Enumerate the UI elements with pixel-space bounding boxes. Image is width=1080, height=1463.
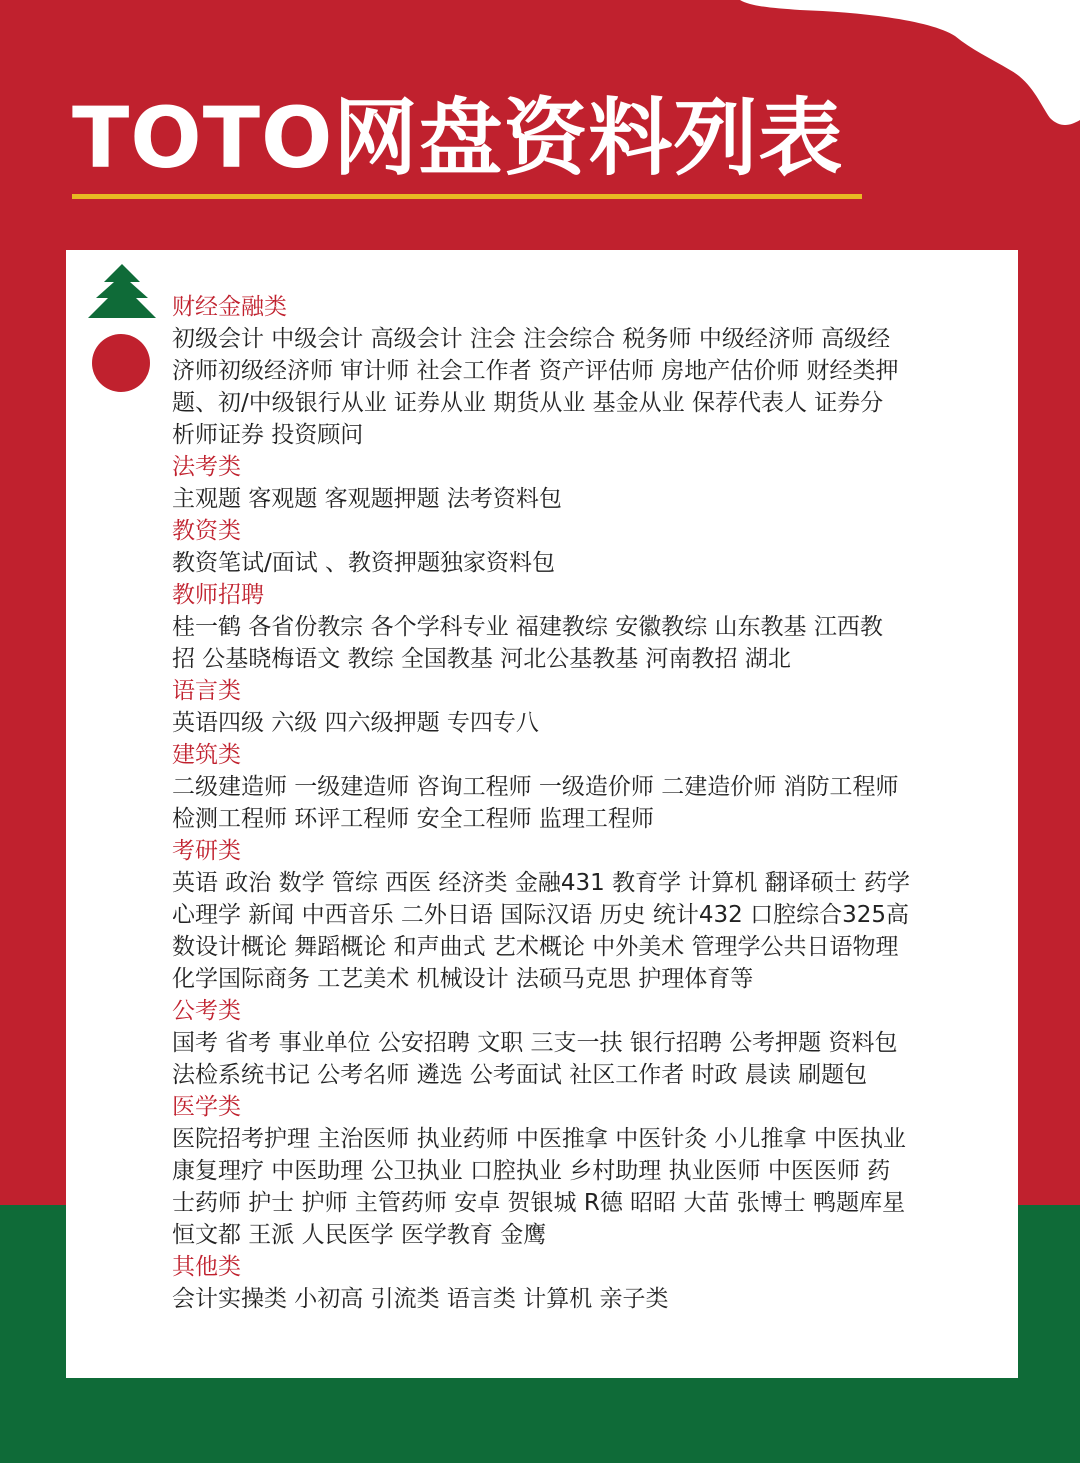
section-finance: [172, 291, 962, 451]
section-title: 教资类: [172, 518, 241, 544]
section-body: 教资笔试/面试 、教资押题独家资料包: [172, 550, 556, 576]
resource-list: [172, 291, 962, 1315]
section-body: 主观题 客观题 客观题押题 法考资料包: [172, 486, 562, 512]
red-ornament-icon: [92, 334, 150, 392]
section-teacher-cert: [172, 515, 962, 579]
section-title: 公考类: [172, 998, 241, 1024]
section-law: [172, 451, 962, 515]
section-title: 考研类: [172, 838, 241, 864]
title-underline: [72, 194, 862, 199]
section-body: 医院招考护理 主治医师 执业药师 中医推拿 中医针灸 小儿推拿 中医执业 康复理疗 中医助理 公卫执业 口腔执业 乡村助理 执业医师 中医医师 药 士药师 护士 护师 主管药师 安卓 贺银城 R德 昭昭 大苗 张博士 鸭题库星 恒文都 王派 人民医学 医学教育 金鹰: [172, 1126, 906, 1248]
christmas-tree-icon: [84, 264, 160, 322]
section-title: 其他类: [172, 1254, 241, 1280]
section-body: 初级会计 中级会计 高级会计 注会 注会综合 税务师 中级经济师 高级经 济师初级经济师 审计师 社会工作者 资产评估师 房地产估价师 财经类押 题、初/中级银行从业 证券从业 期货从业 基金从业 保荐代表人 证券分 析师证券 投资顾问: [172, 326, 899, 448]
section-title: 法考类: [172, 454, 241, 480]
page-title: TOTO网盘资料列表: [72, 89, 844, 187]
section-body: 国考 省考 事业单位 公安招聘 文职 三支一扶 银行招聘 公考押题 资料包 法检系统书记 公考名师 遴选 公考面试 社区工作者 时政 晨读 刷题包: [172, 1030, 898, 1088]
section-title: 教师招聘: [172, 582, 264, 608]
section-body: 会计实操类 小初高 引流类 语言类 计算机 亲子类: [172, 1286, 669, 1312]
section-body: 二级建造师 一级建造师 咨询工程师 一级造价师 二建造价师 消防工程师 检测工程师 环评工程师 安全工程师 监理工程师: [172, 774, 899, 832]
section-body: 英语 政治 数学 管综 西医 经济类 金融431 教育学 计算机 翻译硕士 药学 心理学 新闻 中西音乐 二外日语 国际汉语 历史 统计432 口腔综合325高 数设计概论 舞蹈概论 和声曲式 艺术概论 中外美术 管理学公共日语物理 化学国际商务 工艺美术 机械设计 法硕马克思 护理体育等: [172, 870, 911, 992]
section-title: 语言类: [172, 678, 241, 704]
section-postgrad: [172, 835, 962, 995]
section-civil-service: [172, 995, 962, 1091]
section-construction: [172, 739, 962, 835]
section-other: [172, 1251, 962, 1315]
section-teacher-recruit: [172, 579, 962, 675]
section-language: [172, 675, 962, 739]
section-medical: [172, 1091, 962, 1251]
section-body: 英语四级 六级 四六级押题 专四专八: [172, 710, 539, 736]
section-title: 建筑类: [172, 742, 241, 768]
section-title: 财经金融类: [172, 294, 287, 320]
section-title: 医学类: [172, 1094, 241, 1120]
section-body: 桂一鹤 各省份教宗 各个学科专业 福建教综 安徽教综 山东教基 江西教 招 公基晓梅语文 教综 全国教基 河北公基教基 河南教招 湖北: [172, 614, 883, 672]
